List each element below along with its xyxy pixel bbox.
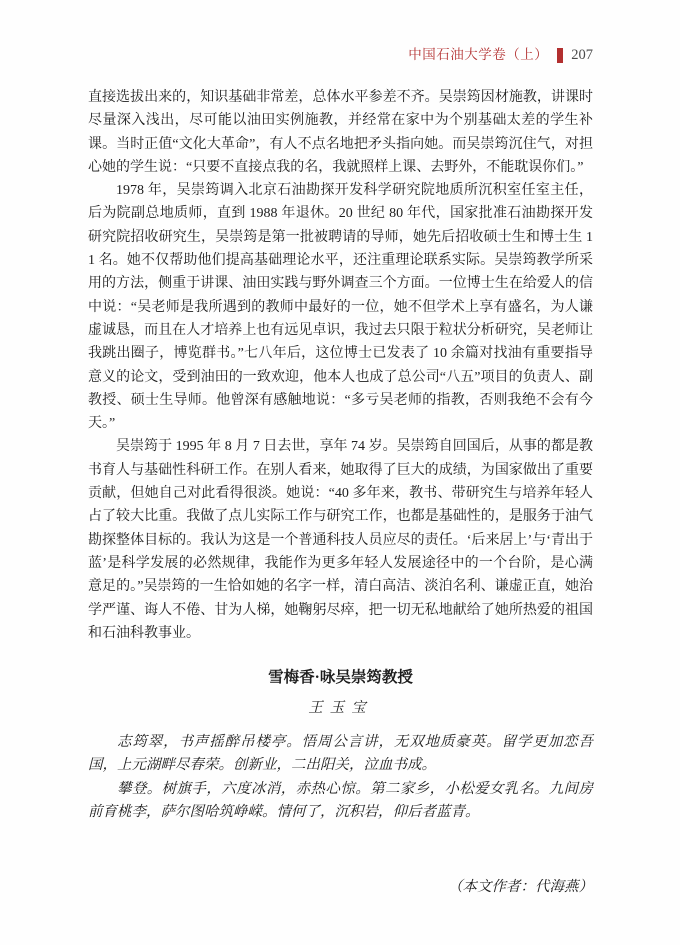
article-paragraph: 1978 年，吴崇筠调入北京石油勘探开发科学研究院地质所沉积室任室主任，后为院副总地质师，直到 1988 年退休。20 世纪 80 年代，国家批准石油勘探开发研究院招收研究生，吴崇筠是第一批被聘请的导师，她先后招收硕士生和博士生 11 名。她不仅帮助他们提高基础理论水平，还注重理论联系实际。吴崇筠教学所采用的方法，侧重于讲课、油田实践与野外调查三个方面。一位博士生在给爱人的信中说：“吴老师是我所遇到的教师中最好的一位，她不但学术上享有盛名，为人谦虚诚恳，而且在人才培养上也有远见卓识，我过去只限于粒状分析研究，吴老师让我跳出圈子，博览群书。”七八年后，这位博士已发表了 10 余篇对找油有重要指导意义的论文，受到油田的一致欢迎，他本人也成了总公司“八五”项目的负责人、副教授、硕士生导师。他曾深有感触地说：“多亏吴老师的指教，否则我绝不会有今天。” bbox=[88, 183, 593, 432]
article-body bbox=[88, 86, 593, 898]
header-divider-bar bbox=[557, 48, 563, 63]
author-credit: （本文作者：代海燕） bbox=[448, 879, 593, 896]
poem-stanza: 志筠翠，书声摇醉吊楼亭。悟周公言讲，无双地质豪英。留学更加恋吾国，上元湖畔尽春荣。创新业，二出阳关，泣血书成。 bbox=[88, 734, 593, 774]
article-paragraph: 吴崇筠于 1995 年 8 月 7 日去世，享年 74 岁。吴崇筠自回国后，从事的都是教书育人与基础性科研工作。在别人看来，她取得了巨大的成绩，为国家做出了重要贡献，但她自己对此看得很淡。她说：“40 多年来，教书、带研究生与培养年轻人占了较大比重。我做了点儿实际工作与研究工作，也都是基础性的，是服务于油气勘探整体目标的。我认为这是一个普通科技人员应尽的责任。‘后来居上’与‘青出于蓝’是科学发展的必然规律，我能作为更多年轻人发展途径中的一个台阶，是心满意足的。”吴崇筠的一生恰如她的名字一样，清白高洁、淡泊名利、谦虚正直，她治学严谨、诲人不倦、甘为人梯，她鞠躬尽瘁，把一切无私地献给了她所热爱的祖国和石油科教事业。 bbox=[88, 439, 593, 641]
running-head-title: 中国石油大学卷（上） bbox=[408, 47, 549, 62]
poem-author: 王玉宝 bbox=[308, 700, 373, 717]
poem-title: 雪梅香·咏吴崇筠教授 bbox=[268, 669, 413, 687]
poem-stanza: 攀登。树旗手，六度冰消，赤热心惊。第二家乡，小松爱女乳名。九间房前育桃李，萨尔图哈筑峥嵘。情何了，沉积岩，仰后者蓝青。 bbox=[88, 780, 593, 821]
article-paragraph-continuation: 直接选拔出来的，知识基础非常差，总体水平参差不齐。吴崇筠因材施教，讲课时尽量深入浅出，尽可能以油田实例施教，并经常在家中为个别基础太差的学生补课。当时正值“文化大革命”，有人不点名地把矛头指向她。而吴崇筠沉住气，对担心她的学生说：“只要不直接点我的名，我就照样上课、去野外，不能耽误你们。” bbox=[88, 90, 593, 175]
page-number: 207 bbox=[571, 47, 593, 63]
running-head bbox=[408, 47, 593, 63]
